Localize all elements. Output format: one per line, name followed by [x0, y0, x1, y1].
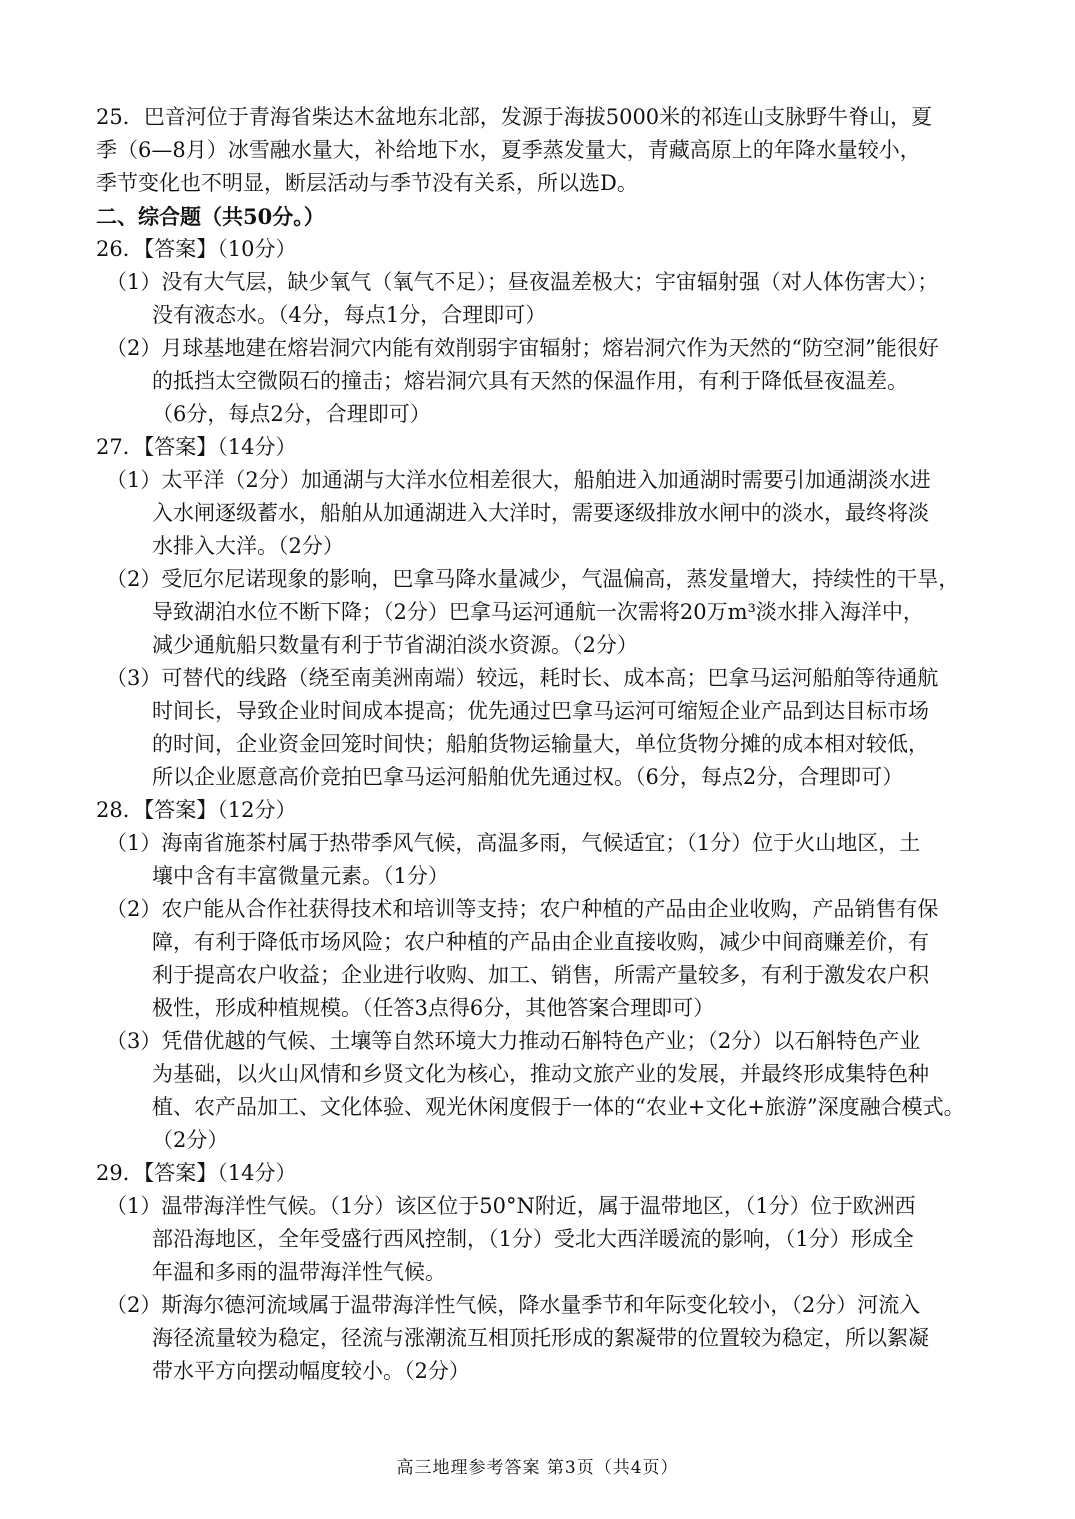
text-line: 水排入大洋。（2分）: [152, 534, 344, 558]
text-line: （1）海南省施茶村属于热带季风气候，高温多雨，气候适宜；（1分）位于火山地区，土: [106, 831, 921, 855]
text-line: （2分）: [152, 1128, 229, 1152]
page-footer: 高三地理参考答案 第3页（共4页）: [396, 1458, 679, 1478]
text-line: 29．【答案】（14分）: [96, 1161, 297, 1185]
text-line: 导致湖泊水位不断下降；（2分）巴拿马运河通航一次需将20万m³淡水排入海洋中，: [152, 600, 924, 624]
text-line: 二、综合题（共50分。）: [96, 204, 325, 229]
text-line: （2）月球基地建在熔岩洞穴内能有效削弱宇宙辐射；熔岩洞穴作为天然的“防空洞”能很好: [106, 336, 939, 360]
text-line: 年温和多雨的温带海洋性气候。: [152, 1260, 446, 1284]
text-line: 25．巴音河位于青海省柴达木盆地东北部，发源于海拔5000米的祁连山支脉野牛脊山，夏: [96, 105, 933, 129]
text-line: 入水闸逐级蓄水，船舶从加通湖进入大洋时，需要逐级排放水闸中的淡水，最终将淡: [152, 501, 929, 525]
text-line: 28．【答案】（12分）: [96, 798, 297, 822]
text-line: 减少通航船只数量有利于节省湖泊淡水资源。（2分）: [152, 633, 638, 657]
text-line: 季（6—8月）冰雪融水量大，补给地下水，夏季蒸发量大，青藏高原上的年降水量较小，: [96, 138, 921, 162]
text-line: 的抵挡太空微陨石的撞击；熔岩洞穴具有天然的保温作用，有利于降低昼夜温差。: [152, 369, 908, 393]
text-line: 带水平方向摆动幅度较小。（2分）: [152, 1359, 470, 1383]
text-line: 极性，形成种植规模。（任答3点得6分，其他答案合理即可）: [152, 996, 715, 1020]
text-line: 的时间，企业资金回笼时间快；船舶货物运输量大，单位货物分摊的成本相对较低，: [152, 732, 929, 756]
text-line: 时间长，导致企业时间成本提高；优先通过巴拿马运河可缩短企业产品到达目标市场: [152, 699, 929, 723]
text-line: （3）凭借优越的气候、土壤等自然环境大力推动石斛特色产业；（2分）以石斛特色产业: [106, 1029, 921, 1053]
text-line: 没有液态水。（4分，每点1分，合理即可）: [152, 303, 547, 327]
text-line: 植、农产品加工、文化体验、观光休闲度假于一体的“农业+文化+旅游”深度融合模式。: [152, 1095, 965, 1119]
text-line: （2）受厄尔尼诺现象的影响，巴拿马降水量减少，气温偏高，蒸发量增大，持续性的干旱，: [106, 567, 960, 591]
text-line: 27．【答案】（14分）: [96, 435, 297, 459]
text-line: （1）没有大气层，缺少氧气（氧气不足）；昼夜温差极大；宇宙辐射强（对人体伤害大）；: [106, 270, 939, 294]
text-line: 26．【答案】（10分）: [96, 237, 297, 261]
text-line: （6分，每点2分，合理即可）: [152, 402, 431, 426]
text-line: （2）斯海尔德河流域属于温带海洋性气候，降水量季节和年际变化较小，（2分）河流入: [106, 1293, 921, 1317]
text-line: 利于提高农户收益；企业进行收购、加工、销售，所需产量较多，有利于激发农户积: [152, 963, 929, 987]
text-line: 所以企业愿意高价竞拍巴拿马运河船舶优先通过权。（6分，每点2分，合理即可）: [152, 765, 904, 789]
text-line: （3）可替代的线路（绕至南美洲南端）较远，耗时长、成本高；巴拿马运河船舶等待通航: [106, 666, 939, 690]
text-line: 部沿海地区，全年受盛行西风控制，（1分）受北大西洋暖流的影响，（1分）形成全: [152, 1227, 914, 1251]
text-line: （1）太平洋（2分）加通湖与大洋水位相差很大，船舶进入加通湖时需要引加通湖淡水进: [106, 468, 931, 492]
text-line: 为基础，以火山风情和乡贤文化为核心，推动文旅产业的发展，并最终形成集特色种: [152, 1062, 929, 1086]
text-line: 障，有利于降低市场风险；农户种植的产品由企业直接收购，减少中间商赚差价，有: [152, 930, 929, 954]
text-line: （2）农户能从合作社获得技术和培训等支持；农户种植的产品由企业收购，产品销售有保: [106, 897, 939, 921]
text-line: 壤中含有丰富微量元素。（1分）: [152, 864, 449, 888]
text-line: 季节变化也不明显，断层活动与季节没有关系，所以选D。: [96, 171, 638, 195]
text-line: 海径流量较为稳定，径流与涨潮流互相顶托形成的絮凝带的位置较为稳定，所以絮凝: [152, 1326, 929, 1350]
text-line: （1）温带海洋性气候。（1分）该区位于50°N附近，属于温带地区，（1分）位于欧洲西: [106, 1194, 916, 1218]
